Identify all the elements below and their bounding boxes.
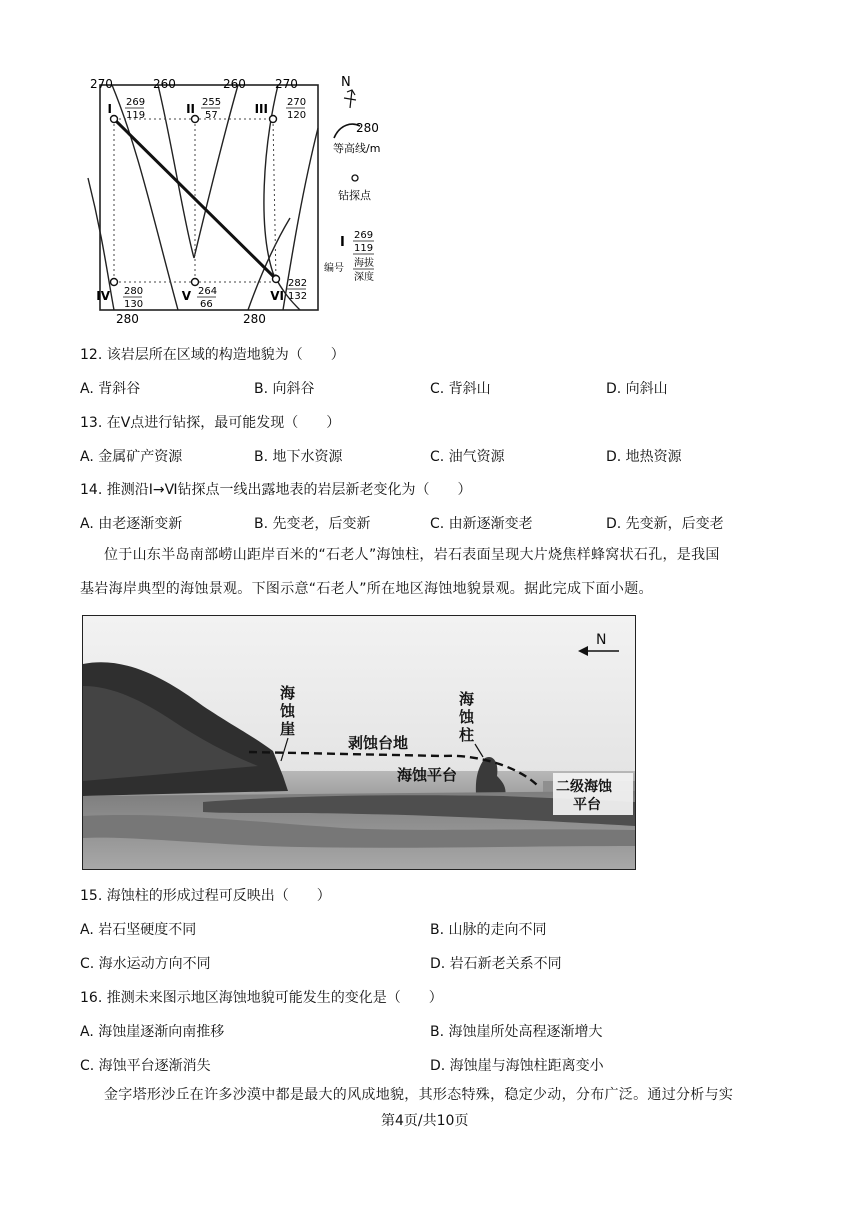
svg-text:深度: 深度 (354, 272, 374, 283)
label-platform: 海蚀平台 (397, 766, 458, 784)
contour-label: 270 (90, 77, 113, 91)
svg-text:等高线/m: 等高线/m (333, 142, 381, 155)
svg-text:钻探点: 钻探点 (338, 189, 371, 202)
point-label-IV (96, 286, 143, 310)
contour-label: 260 (153, 77, 176, 91)
option-13b[interactable]: B. 地下水资源 (254, 449, 343, 465)
passage-line-2: 基岩海岸典型的海蚀景观。下图示意“石老人”所在地区海蚀地貌景观。据此完成下面小题。 (80, 581, 653, 597)
svg-text:N: N (341, 75, 351, 90)
photo-drawing (83, 616, 635, 869)
option-15a[interactable]: A. 岩石坚硬度不同 (80, 922, 197, 938)
svg-text:119: 119 (354, 243, 374, 254)
svg-text:海: 海 (280, 684, 296, 702)
svg-text:57: 57 (205, 110, 218, 121)
option-12d[interactable]: D. 向斜山 (606, 381, 668, 397)
legend-sample (324, 230, 374, 283)
option-13d[interactable]: D. 地热资源 (606, 449, 682, 465)
contour-map (78, 68, 408, 330)
legend-contour (333, 121, 380, 155)
svg-text:柱: 柱 (459, 726, 475, 744)
option-16d[interactable]: D. 海蚀崖与海蚀柱距离变小 (430, 1058, 604, 1074)
option-12a[interactable]: A. 背斜谷 (80, 381, 141, 397)
label-sea-cliff (280, 684, 296, 738)
legend-drill (338, 175, 372, 202)
point-label-V (182, 286, 217, 310)
point-label-III (255, 97, 307, 121)
label-second-platform: 二级海蚀 (556, 779, 612, 795)
drill-point-II (192, 116, 199, 123)
svg-text:V: V (181, 289, 191, 303)
option-16a[interactable]: A. 海蚀崖逐渐向南推移 (80, 1024, 225, 1040)
svg-text:海拔: 海拔 (354, 258, 374, 269)
label-terrace: 剥蚀台地 (348, 734, 409, 752)
drill-point-I (111, 116, 118, 123)
question-13: 13. 在Ⅴ点进行钻探，最可能发现（ ） (80, 415, 341, 431)
drill-point-III (270, 116, 277, 123)
svg-text:I: I (107, 102, 112, 116)
page-footer: 第4页/共10页 (381, 1113, 469, 1129)
contour-line (158, 85, 238, 258)
drill-point-V (192, 279, 199, 286)
question-15: 15. 海蚀柱的形成过程可反映出（ ） (80, 888, 331, 904)
option-14a[interactable]: A. 由老逐渐变新 (80, 516, 183, 532)
svg-text:280: 280 (356, 121, 379, 135)
svg-text:IV: IV (96, 289, 110, 303)
svg-text:I: I (340, 235, 345, 250)
svg-text:264: 264 (198, 286, 218, 297)
svg-text:120: 120 (287, 110, 307, 121)
svg-text:编号: 编号 (324, 263, 344, 274)
option-13a[interactable]: A. 金属矿产资源 (80, 449, 183, 465)
svg-text:蚀: 蚀 (280, 702, 296, 720)
svg-text:66: 66 (200, 299, 213, 310)
drill-point-IV (111, 279, 118, 286)
svg-text:119: 119 (126, 110, 146, 121)
option-12c[interactable]: C. 背斜山 (430, 381, 491, 397)
next-passage: 金字塔形沙丘在许多沙漠中都是最大的风成地貌，其形态特殊，稳定少动，分布广泛。通过分析与实 (104, 1087, 734, 1103)
svg-text:270: 270 (287, 97, 307, 108)
option-14b[interactable]: B. 先变老，后变新 (254, 516, 371, 532)
question-16: 16. 推测未来图示地区海蚀地貌可能发生的变化是（ ） (80, 990, 443, 1006)
contour-label: 280 (243, 312, 266, 326)
drill-point-VI (273, 276, 280, 283)
contour-label: 270 (275, 77, 298, 91)
option-15b[interactable]: B. 山脉的走向不同 (430, 922, 547, 938)
label-second-platform-2: 平台 (573, 797, 601, 813)
svg-text:280: 280 (124, 286, 144, 297)
coastal-landform-photo (82, 615, 636, 870)
svg-text:255: 255 (202, 97, 222, 108)
option-14c[interactable]: C. 由新逐渐变老 (430, 516, 533, 532)
question-12: 12. 该岩层所在区域的构造地貌为（ ） (80, 347, 345, 363)
svg-text:269: 269 (126, 97, 146, 108)
option-12b[interactable]: B. 向斜谷 (254, 381, 315, 397)
option-15c[interactable]: C. 海水运动方向不同 (80, 956, 211, 972)
svg-text:130: 130 (124, 299, 144, 310)
label-sea-stack (459, 690, 475, 744)
svg-text:VI: VI (270, 289, 284, 303)
north-arrow-icon (341, 75, 356, 108)
svg-text:N: N (596, 632, 607, 648)
svg-text:282: 282 (288, 278, 308, 289)
option-16c[interactable]: C. 海蚀平台逐渐消失 (80, 1058, 211, 1074)
option-14d[interactable]: D. 先变新，后变老 (606, 516, 724, 532)
option-15d[interactable]: D. 岩石新老关系不同 (430, 956, 562, 972)
question-14: 14. 推测沿Ⅰ→Ⅵ钻探点一线出露地表的岩层新老变化为（ ） (80, 482, 472, 498)
contour-label: 260 (223, 77, 246, 91)
svg-text:III: III (254, 102, 268, 116)
svg-text:269: 269 (354, 230, 374, 241)
option-16b[interactable]: B. 海蚀崖所处高程逐渐增大 (430, 1024, 603, 1040)
svg-text:崖: 崖 (280, 720, 296, 738)
option-13c[interactable]: C. 油气资源 (430, 449, 505, 465)
svg-text:II: II (186, 102, 195, 116)
svg-text:132: 132 (288, 291, 308, 302)
svg-text:蚀: 蚀 (459, 708, 475, 726)
passage-line-1: 位于山东半岛南部崂山距岸百米的“石老人”海蚀柱，岩石表面呈现大片烧焦样蜂窝状石孔，是我国 (104, 547, 720, 563)
contour-label: 280 (116, 312, 139, 326)
svg-text:海: 海 (459, 690, 475, 708)
